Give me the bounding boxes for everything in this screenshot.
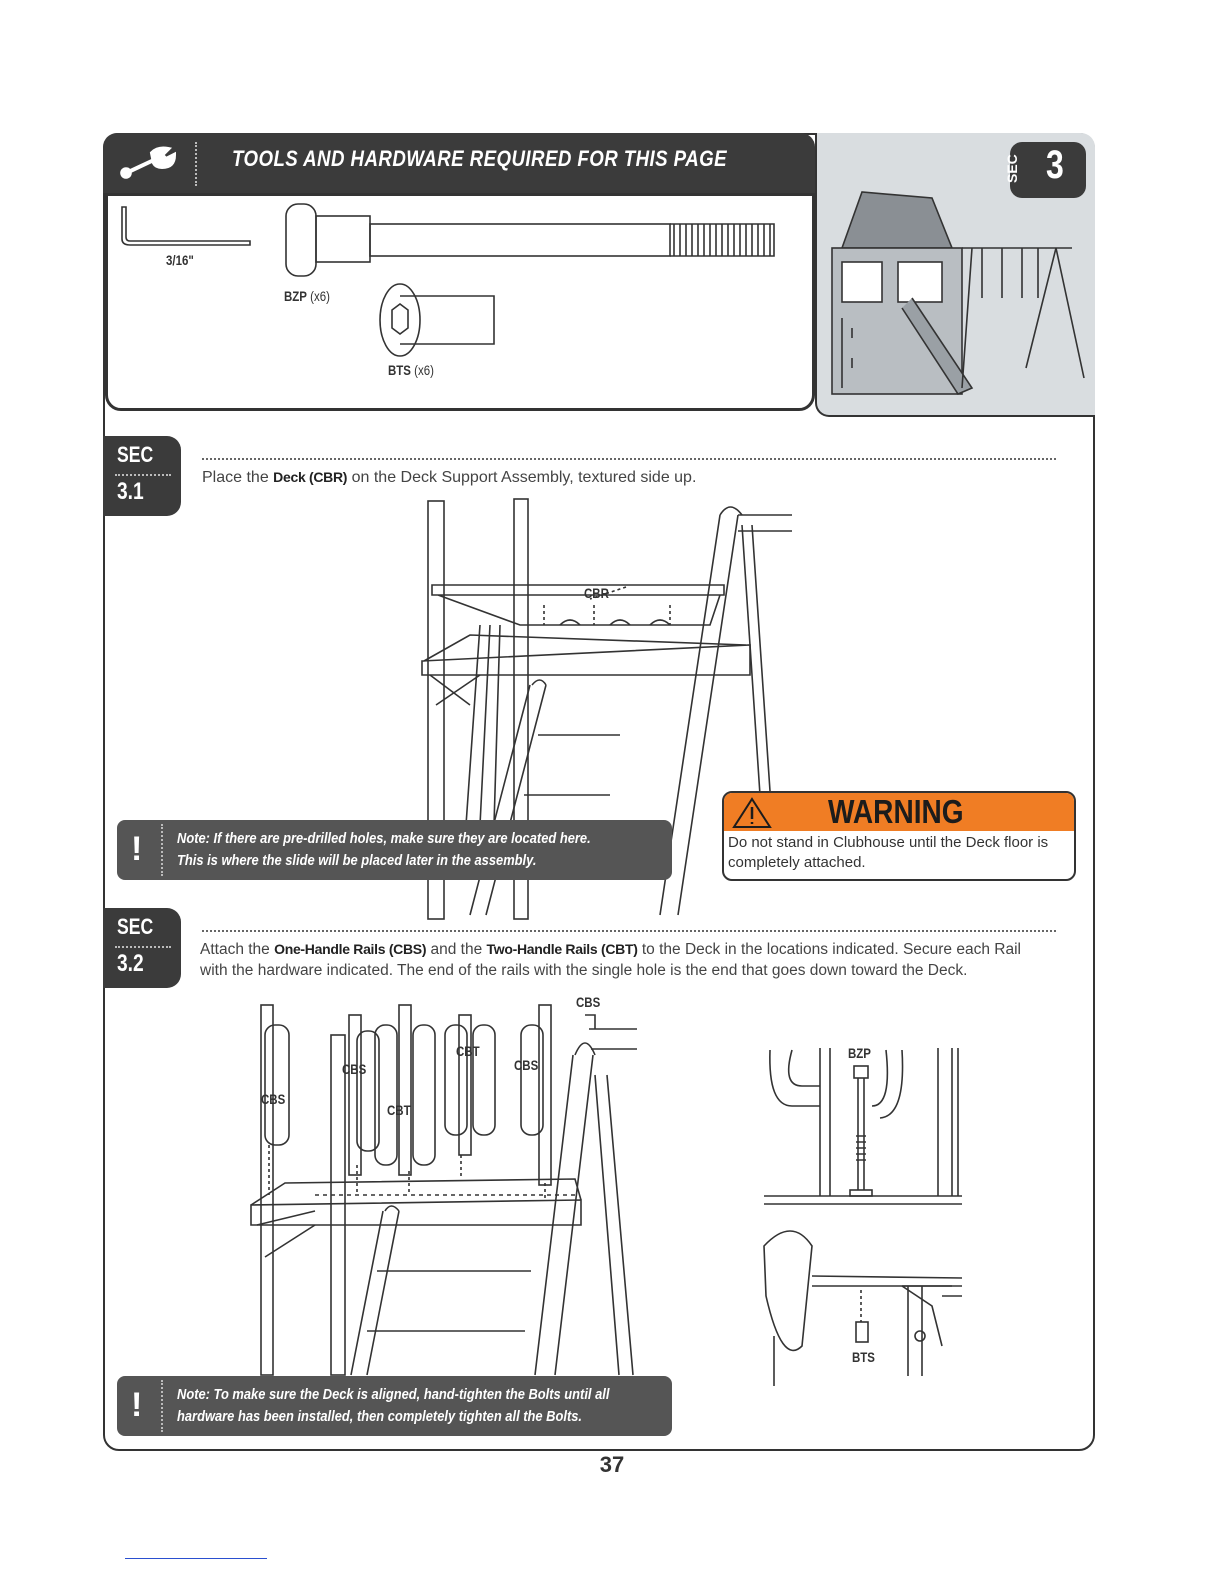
note-deck-alignment-text — [177, 1384, 609, 1428]
section-badge-number: 3 — [1046, 143, 1064, 187]
section-3-2-rule — [202, 930, 1056, 932]
note-deck-alignment-line1: Note: To make sure the Deck is aligned, hand-tighten the Bolts until all — [177, 1386, 610, 1403]
section-3-2-divider — [115, 946, 171, 948]
footer-rule — [125, 1558, 267, 1559]
bolt-detail-diagram — [762, 1046, 967, 1386]
section-3-2-text-a: Attach the — [200, 941, 275, 958]
playset-thumbnail-drawing — [822, 188, 1090, 406]
warning-box — [722, 791, 1076, 881]
section-3-2-tab — [103, 908, 181, 988]
allen-wrench-drawing — [118, 205, 258, 250]
section-3-1-deck-code: Deck (CBR) — [273, 469, 348, 485]
nut-bts-code: BTS — [388, 362, 411, 378]
warning-title: WARNING — [828, 793, 964, 830]
section-3-1-rule — [202, 458, 1056, 460]
note-predrilled-divider — [161, 824, 163, 876]
section-3-1-text-a: Place the — [202, 469, 274, 486]
section-3-1-text-b: on the Deck Support Assembly, textured side up. — [347, 469, 697, 486]
section-3-1-instruction — [202, 466, 696, 489]
section-3-1-label: SEC — [117, 442, 154, 467]
section-3-1-divider — [115, 474, 171, 476]
warning-line1: Do not stand in Clubhouse until the Deck floor is — [728, 834, 1049, 851]
note-deck-alignment-line2: hardware has been installed, then completely tighten all the Bolts. — [177, 1408, 583, 1425]
bolt-bzp-code: BZP — [284, 288, 307, 304]
section-3-1-tab — [103, 436, 181, 516]
rail-cbt-label-right: CBT — [456, 1043, 480, 1059]
note-deck-alignment — [117, 1376, 672, 1436]
note-predrilled-line1: Note: If there are pre-drilled holes, make sure they are located here. — [177, 830, 591, 847]
nut-bts-label — [388, 362, 434, 378]
rail-cbs-label-far-left: CBS — [261, 1091, 286, 1107]
section-3-2-text-b: and the — [426, 941, 487, 958]
wrench-icon — [118, 145, 182, 181]
warning-line2: completely attached. — [728, 854, 866, 871]
deck-cbr-label: CBR — [584, 585, 609, 601]
note-predrilled-text — [177, 828, 591, 872]
section-3-2-text-c: to the Deck in the locations indicated. Secure each Rail — [637, 941, 1021, 958]
section-badge-label: SEC — [1004, 154, 1020, 183]
detail-bzp-label: BZP — [848, 1045, 871, 1061]
bolt-bzp-qty: (x6) — [310, 288, 330, 304]
bolt-bzp-label — [284, 288, 330, 304]
section-3-2-instruction-line2: with the hardware indicated. The end of the rails with the single hole is the end that goes down toward the Deck. — [200, 962, 968, 979]
tools-header-title: TOOLS AND HARDWARE REQUIRED FOR THIS PAGE — [232, 146, 727, 171]
section-3-2-instruction-line1 — [200, 938, 1021, 961]
warning-text — [728, 833, 1048, 873]
section-3-2-cbs-code: One-Handle Rails (CBS) — [274, 941, 427, 957]
rail-cbs-label-top: CBS — [576, 994, 601, 1010]
allen-wrench-size: 3/16" — [166, 252, 194, 268]
note-predrilled-icon: ! — [131, 830, 143, 868]
note-predrilled — [117, 820, 672, 880]
nut-bts-drawing — [378, 282, 498, 362]
rail-cbs-label-right: CBS — [514, 1057, 539, 1073]
page-number: 37 — [599, 1452, 625, 1477]
detail-bts-label: BTS — [852, 1349, 875, 1365]
rail-attachment-diagram — [245, 995, 645, 1375]
section-3-2-cbt-code: Two-Handle Rails (CBT) — [486, 941, 638, 957]
rail-cbs-label-left: CBS — [342, 1061, 367, 1077]
rail-cbt-label-middle: CBT — [387, 1102, 411, 1118]
note-deck-alignment-icon: ! — [131, 1386, 143, 1424]
note-predrilled-line2: This is where the slide will be placed later in the assembly. — [177, 852, 537, 869]
section-3-2-label: SEC — [117, 914, 154, 939]
note-deck-alignment-divider — [161, 1380, 163, 1432]
warning-triangle-icon — [732, 797, 772, 829]
bolt-bzp-drawing — [284, 202, 776, 280]
section-3-2-number: 3.2 — [117, 950, 144, 977]
nut-bts-qty: (x6) — [414, 362, 434, 378]
tools-header-divider — [195, 142, 197, 186]
section-3-1-number: 3.1 — [117, 478, 144, 505]
